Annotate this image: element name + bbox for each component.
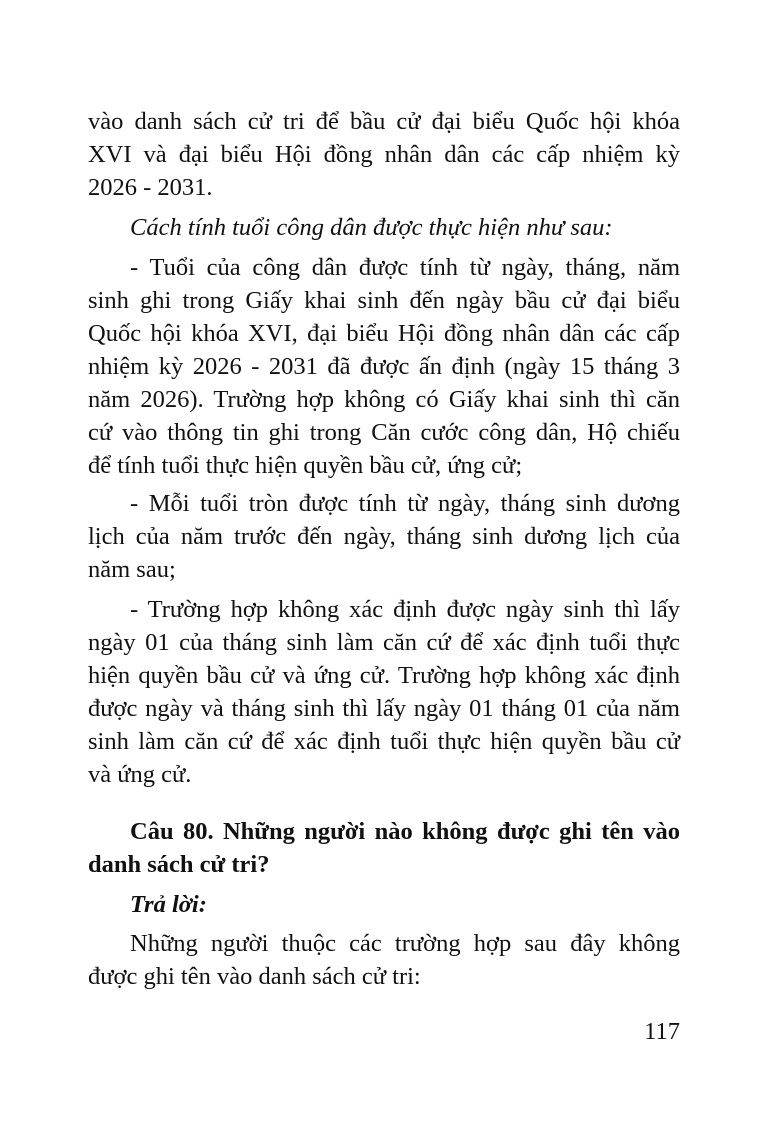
body-text-line: được ngày và tháng sinh thì lấy ngày 01 tháng 01 của năm (88, 695, 680, 722)
bullet-line: - Tuổi của công dân được tính từ ngày, tháng, năm (130, 254, 680, 281)
body-text-line: năm sau; (88, 556, 176, 583)
bullet-line: - Mỗi tuổi tròn được tính từ ngày, tháng sinh dương (130, 490, 680, 517)
answer-label: Trả lời: (130, 891, 207, 918)
body-text-line: 2026 - 2031. (88, 174, 213, 201)
body-text-line: sinh làm căn cứ để xác định tuổi thực hiện quyền bầu cử (88, 728, 680, 755)
body-text-line: sinh ghi trong Giấy khai sinh đến ngày bầu cử đại biểu (88, 287, 680, 314)
body-text-line: và ứng cử. (88, 761, 192, 788)
body-text-line: vào danh sách cử tri để bầu cử đại biểu Quốc hội khóa (88, 108, 680, 135)
question-heading: Câu 80. Những người nào không được ghi tên vào (130, 818, 680, 845)
body-text-line: XVI và đại biểu Hội đồng nhân dân các cấp nhiệm kỳ (88, 141, 680, 168)
body-text-line: cứ vào thông tin ghi trong Căn cước công dân, Hộ chiếu (88, 419, 680, 446)
body-text-line: được ghi tên vào danh sách cử tri: (88, 963, 421, 990)
bullet-line: - Trường hợp không xác định được ngày sinh thì lấy (130, 596, 680, 623)
page-number: 117 (644, 1018, 680, 1045)
body-text-line: Những người thuộc các trường hợp sau đây không (130, 930, 680, 957)
body-text-line: để tính tuổi thực hiện quyền bầu cử, ứng cử; (88, 452, 523, 479)
body-text-line: năm 2026). Trường hợp không có Giấy khai sinh thì căn (88, 386, 680, 413)
question-heading: danh sách cử tri? (88, 851, 270, 878)
body-text-line: ngày 01 của tháng sinh làm căn cứ để xác định tuổi thực (88, 629, 680, 656)
body-text-line: lịch của năm trước đến ngày, tháng sinh dương lịch của (88, 523, 680, 550)
section-intro-italic: Cách tính tuổi công dân được thực hiện như sau: (130, 214, 613, 241)
body-text-line: Quốc hội khóa XVI, đại biểu Hội đồng nhân dân các cấp (88, 320, 680, 347)
body-text-line: nhiệm kỳ 2026 - 2031 đã được ấn định (ngày 15 tháng 3 (88, 353, 680, 380)
body-text-line: hiện quyền bầu cử và ứng cử. Trường hợp không xác định (88, 662, 680, 689)
